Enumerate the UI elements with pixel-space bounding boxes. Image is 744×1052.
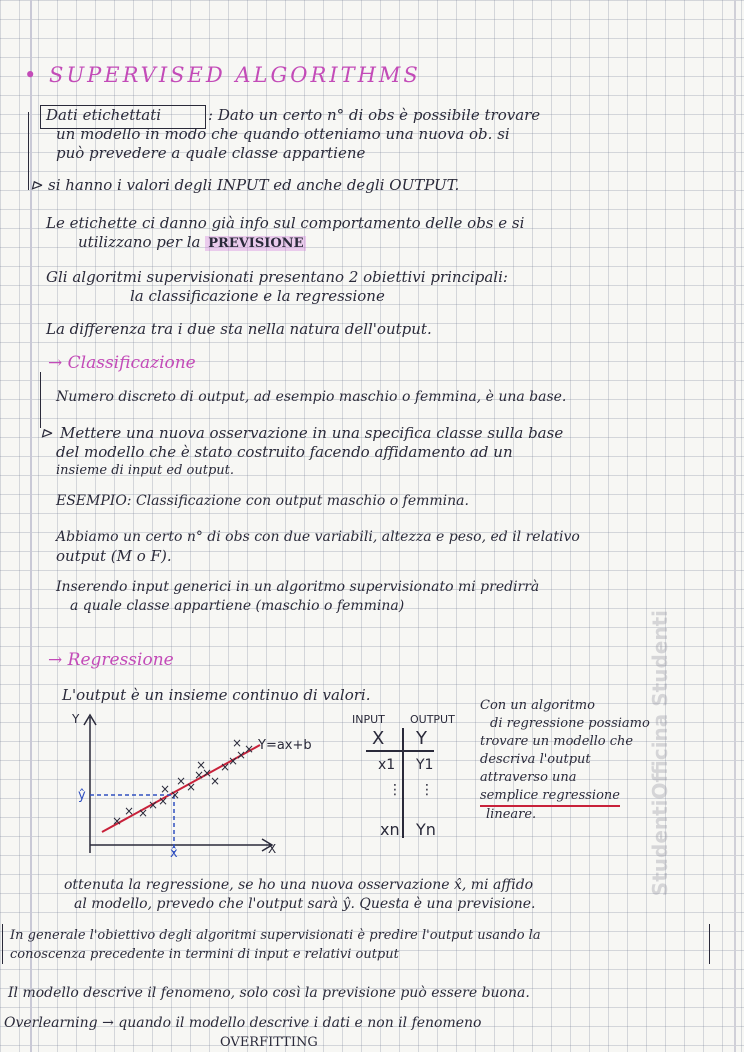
notebook-margin-line <box>30 0 32 1052</box>
text-fragment: utilizzano per la <box>78 233 201 251</box>
text-line: si hanno i valori degli INPUT ed anche degli OUTPUT. <box>48 176 460 194</box>
text-line: insieme di input ed output. <box>56 463 235 478</box>
text-line: Mettere una nuova osservazione in una specifica classe sulla base <box>60 424 564 442</box>
scatter-point: × <box>220 760 231 774</box>
side-note: attraverso una <box>480 770 577 785</box>
x-hat-label: x̂ <box>170 846 178 861</box>
side-note: Con un algoritmo <box>480 698 595 713</box>
table-hline <box>366 750 434 752</box>
page-title: • SUPERVISED ALGORITHMS <box>24 63 421 87</box>
side-note: lineare. <box>486 807 537 822</box>
table-header-x: X <box>372 728 385 749</box>
text-line <box>78 233 306 253</box>
side-note: descriva l'output <box>480 752 591 767</box>
text-line: un modello in modo che quando otteniamo una nuova ob. si <box>56 125 510 143</box>
text-line: L'output è un insieme continuo di valori. <box>62 686 371 704</box>
side-note: trovare un modello che <box>480 734 634 749</box>
scatter-point: × <box>176 774 187 788</box>
text-line: Inserendo input generici in un algoritmo supervisionato mi predirrà <box>56 579 540 595</box>
scatter-point: × <box>170 788 181 802</box>
scatter-point: × <box>112 814 123 828</box>
table-ellipsis: ⋮ <box>388 782 402 798</box>
text-line: Overlearning → quando il modello descrive i dati e non il fenomeno <box>4 1015 482 1031</box>
text-line: la classificazione e la regressione <box>130 287 385 305</box>
watermark: StudentiOfficina Studenti <box>648 610 672 897</box>
table-header-y: Y <box>416 728 427 749</box>
scatter-point: × <box>124 804 135 818</box>
scatter-point: × <box>148 798 159 812</box>
scatter-points <box>112 736 254 828</box>
text-line: La differenza tra i due sta nella natura dell'output. <box>46 320 432 338</box>
text-line: Gli algoritmi supervisionati presentano 2 obiettivi principali: <box>46 268 508 286</box>
left-bracket <box>40 372 41 428</box>
side-note: di regressione possiamo <box>490 716 650 731</box>
table-cell-yn: Yn <box>416 820 436 839</box>
text-line: Numero discreto di output, ad esempio maschio o femmina, è una base. <box>56 389 567 405</box>
table-vline <box>402 728 404 838</box>
y-axis-label: Y <box>72 712 80 726</box>
scatter-point: × <box>244 742 255 756</box>
text-line: ottenuta la regressione, se ho una nuova osservazione x̂, mi affido <box>64 877 534 893</box>
scatter-point: × <box>228 754 239 768</box>
x-axis-label: X <box>268 842 277 856</box>
page-edge <box>734 0 736 1052</box>
scatter-point: × <box>194 768 205 782</box>
text-line: al modello, prevedo che l'output sarà ŷ. Questa è una previsione. <box>74 896 536 912</box>
scatter-point: × <box>186 780 197 794</box>
table-cell-xn: xn <box>380 820 400 839</box>
table-cell-x1: x1 <box>378 757 396 773</box>
dati-etichettati-label: Dati etichettati <box>46 106 162 124</box>
text-line: Le etichette ci danno già info sul comportamento delle obs e si <box>46 214 525 232</box>
text-line: del modello che è stato costruito facendo affidamento ad un <box>56 443 513 461</box>
scatter-point: × <box>232 736 243 750</box>
scatter-point: × <box>158 794 169 808</box>
scatter-point: × <box>160 782 171 796</box>
text-line: output (M o F). <box>56 547 172 565</box>
highlight-previsione: PREVISIONE <box>205 236 306 251</box>
arrow-icon: ⊳ <box>40 424 53 442</box>
table-ellipsis: ⋮ <box>420 782 434 798</box>
regression-graph <box>60 705 350 870</box>
overfitting-label: OVERFITTING <box>220 1035 318 1050</box>
text-line: può prevedere a quale classe appartiene <box>56 144 366 162</box>
arrow-icon: ⊳ <box>30 176 43 194</box>
output-label: OUTPUT <box>410 713 455 726</box>
input-label: INPUT <box>352 713 385 726</box>
text-line: ESEMPIO: Classificazione con output maschio o femmina. <box>56 493 469 509</box>
text-line: Il modello descrive il fenomeno, solo così la previsione può essere buona. <box>8 985 530 1001</box>
text-line: a quale classe appartiene (maschio o femmina) <box>70 598 405 614</box>
scatter-point: × <box>210 774 221 788</box>
y-hat-label: ŷ <box>78 788 86 803</box>
scatter-point: × <box>202 766 213 780</box>
scatter-point: × <box>138 806 149 820</box>
text-line: conoscenza precedente in termini di input e relativi output <box>10 947 399 962</box>
section-heading-regressione: → Regressione <box>48 650 174 670</box>
scatter-point: × <box>196 758 207 772</box>
scatter-point: × <box>236 748 247 762</box>
line-equation-label: Y=ax+b <box>258 738 312 753</box>
text-line: : Dato un certo n° di obs è possibile trovare <box>208 106 541 124</box>
table-cell-y1: Y1 <box>416 757 434 773</box>
left-bracket <box>28 112 29 190</box>
section-heading-classificazione: → Classificazione <box>48 353 196 373</box>
side-note: semplice regressione <box>480 786 620 807</box>
text-line: In generale l'obiettivo degli algoritmi supervisionati è predire l'output usando la <box>10 928 541 943</box>
text-line: Abbiamo un certo n° di obs con due variabili, altezza e peso, ed il relativo <box>56 529 580 545</box>
